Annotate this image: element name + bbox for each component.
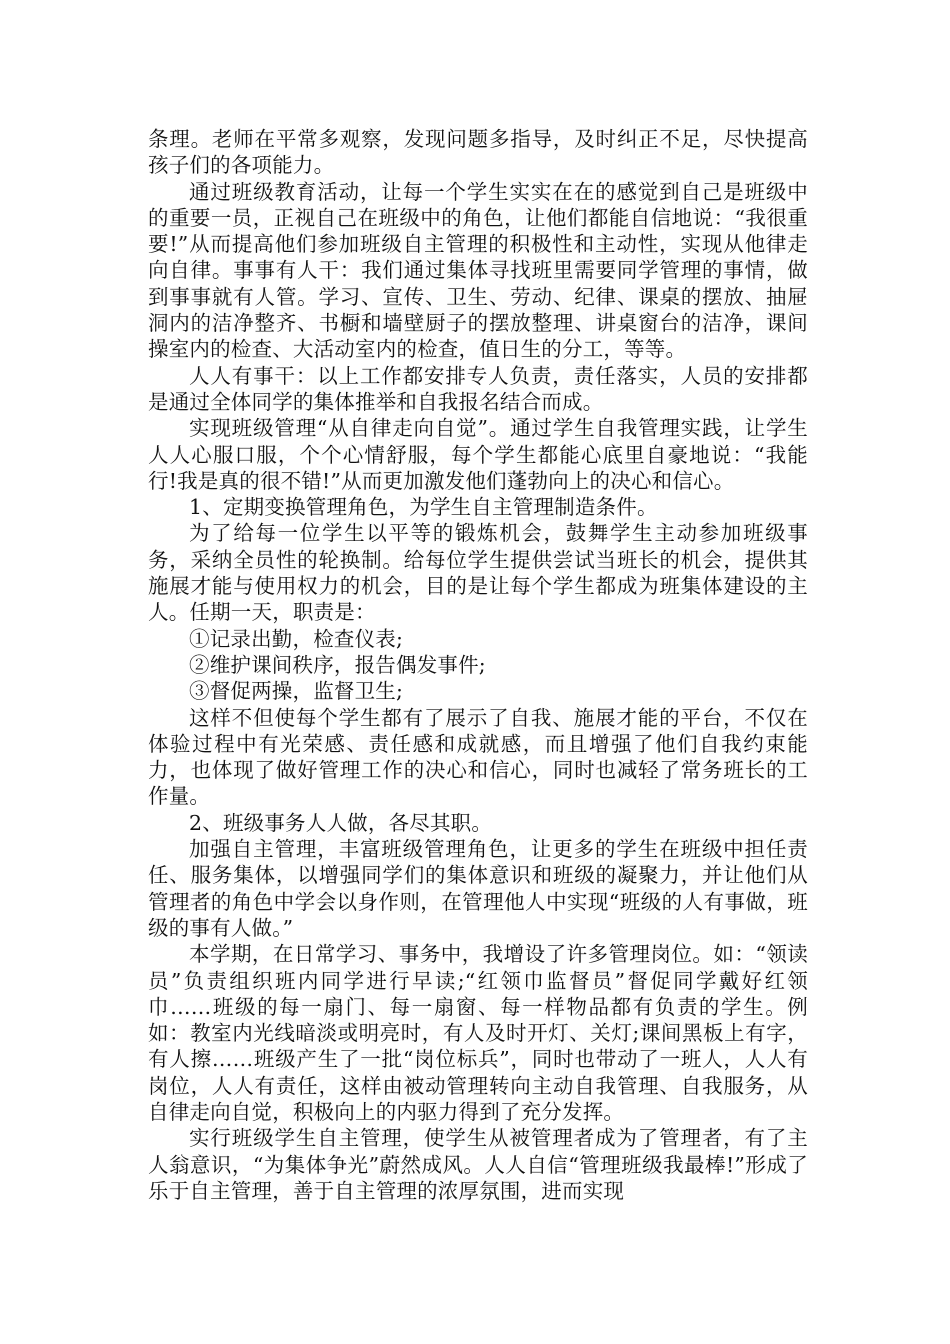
section-heading: 2、班级事务人人做，各尽其职。 bbox=[189, 810, 493, 835]
paragraph: 实行班级学生自主管理，使学生从被管理者成为了管理者，有了主人翁意识，“为集体争光”蔚然成风。人人自信“管理班级我最棒!”形成了乐于自主管理，善于自主管理的浓厚氛围，进而实现 bbox=[148, 1126, 808, 1203]
duty-item: ①记录出勤，检查仪表; bbox=[189, 626, 404, 651]
section-heading: 1、定期变换管理角色，为学生自主管理制造条件。 bbox=[189, 495, 658, 520]
paragraph: 人人有事干：以上工作都安排专人负责，责任落实，人员的安排都是通过全体同学的集体推举和自我报名结合而成。 bbox=[148, 363, 808, 414]
paragraph: 本学期，在日常学习、事务中，我增设了许多管理岗位。如：“领读员”负责组织班内同学进行早读;“红领巾监督员”督促同学戴好红领巾……班级的每一扇门、每一扇窗、每一样物品都有负责的学生。例如：教室内光线暗淡或明亮时，有人及时开灯、关灯;课间黑板上有字，有人擦……班级产生了一批“岗位标兵”，同时也带动了一班人，人人有岗位，人人有责任，这样由被动管理转向主动自我管理、自我服务，从自律走向自觉，积极向上的内驱力得到了充分发挥。 bbox=[148, 942, 808, 1124]
paragraph: 通过班级教育活动，让每一个学生实实在在的感觉到自己是班级中的重要一员，正视自己在班级中的角色，让他们都能自信地说：“我很重要!”从而提高他们参加班级自主管理的积极性和主动性，实现从他律走向自律。事事有人干：我们通过集体寻找班里需要同学管理的事情，做到事事就有人管。学习、宣传、卫生、劳动、纪律、课桌的摆放、抽屉洞内的洁净整齐、书橱和墙壁厨子的摆放整理、讲桌窗台的洁净，课间操室内的检查、大活动室内的检查，值日生的分工，等等。 bbox=[148, 179, 808, 362]
paragraph: 这样不但使每个学生都有了展示了自我、施展才能的平台，不仅在体验过程中有光荣感、责任感和成就感，而且增强了他们自我约束能力，也体现了做好管理工作的决心和信心，同时也减轻了常务班长的工作量。 bbox=[148, 705, 808, 809]
document-body bbox=[148, 126, 808, 1204]
paragraph: 条理。老师在平常多观察，发现问题多指导，及时纠正不足，尽快提高孩子们的各项能力。 bbox=[148, 127, 808, 178]
paragraph: 为了给每一位学生以平等的锻炼机会，鼓舞学生主动参加班级事务，采纳全员性的轮换制。给每位学生提供尝试当班长的机会，提供其施展才能与使用权力的机会，目的是让每个学生都成为班集体建设的主人。任期一天，职责是： bbox=[148, 521, 808, 625]
duty-item: ③督促两操，监督卫生; bbox=[189, 679, 404, 704]
paragraph: 实现班级管理“从自律走向自觉”。通过学生自我管理实践，让学生人人心服口服，个个心情舒服，每个学生都能心底里自豪地说：“我能行!我是真的很不错!”从而更加激发他们蓬勃向上的决心和信心。 bbox=[148, 416, 808, 493]
paragraph: 加强自主管理，丰富班级管理角色，让更多的学生在班级中担任责任、服务集体，以增强同学们的集体意识和班级的凝聚力，并让他们从管理者的角色中学会以身作则，在管理他人中实现“班级的人有事做，班级的事有人做。” bbox=[148, 837, 808, 940]
duty-item: ②维护课间秩序，报告偶发事件; bbox=[189, 652, 486, 677]
